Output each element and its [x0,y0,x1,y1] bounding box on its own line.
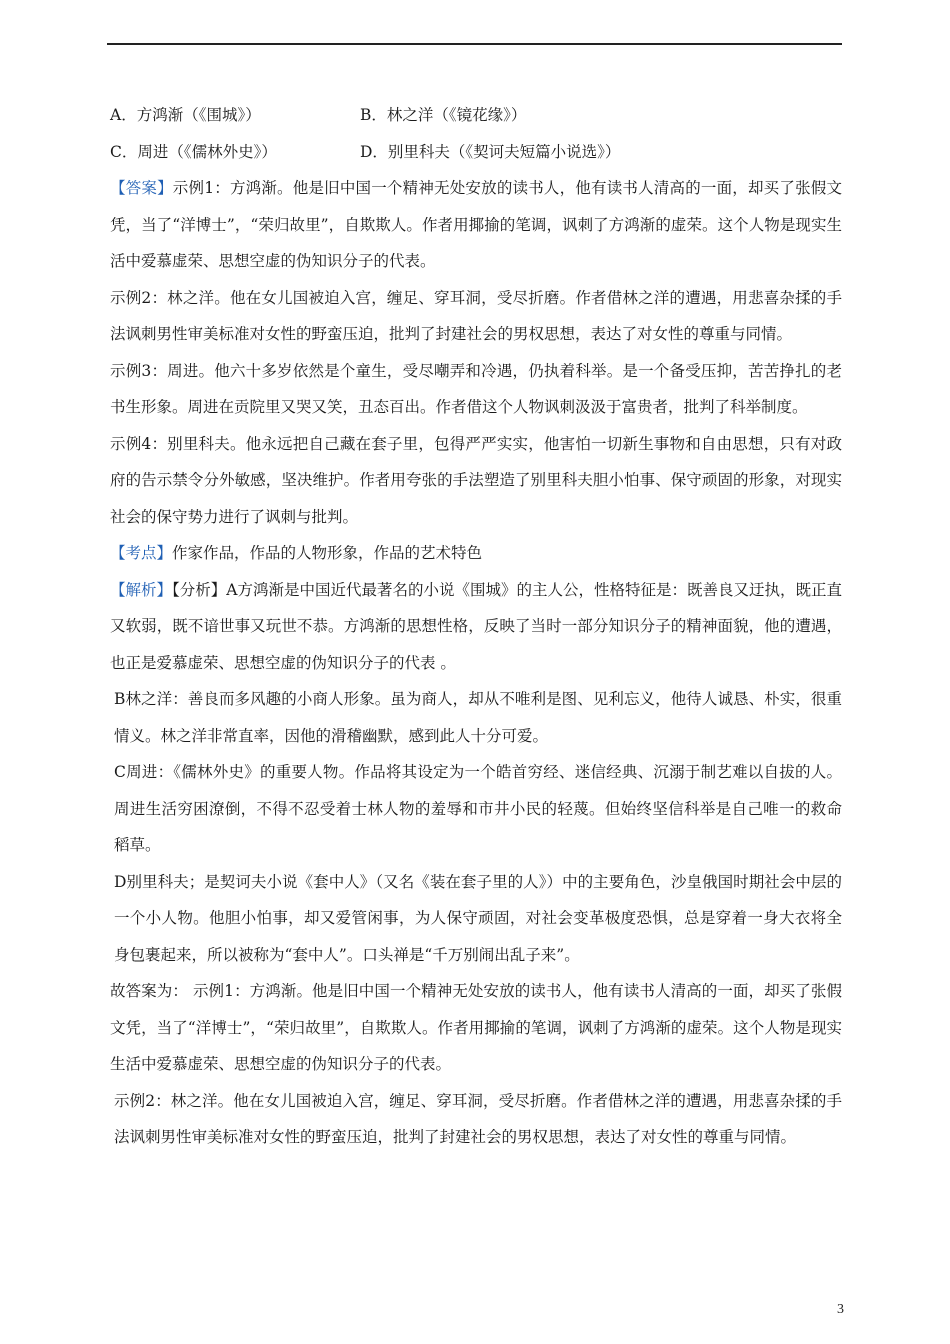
option-c: C．周进（《儒林外史》） [110,142,277,161]
kaodian-paragraph [110,535,842,572]
answer-example-1 [110,170,842,280]
jiexi-a-text: 【分析】A方鸿渐是中国近代最著名的小说《围城》的主人公，性格特征是：既善良又迂执，既正直又软弱，既不谙世事又玩世不恭。方鸿渐的思想性格，反映了当时一部分知识分子的精神面貌，他的遭遇，也正是爱慕虚荣、思想空虚的伪知识分子的代表 。 [110,580,842,672]
answer-label: 【答案】 [110,179,173,197]
answer-options [110,97,842,170]
final-answer-paragraph-1: 故答案为： 示例1：方鸿渐。他是旧中国一个精神无处安放的读书人，他有读书人清高的一面，却买了张假文凭，当了“洋博士”，“荣归故里”，自欺欺人。作者用揶揄的笔调，讽刺了方鸿渐的虚荣。这个人物是现实生活中爱慕虚荣、思想空虚的伪知识分子的代表。 [110,982,842,1073]
option-d: D．别里科夫（《契诃夫短篇小说选》） [360,142,621,161]
answer-example-3: 示例3：周进。他六十多岁依然是个童生，受尽嘲弄和冷遇，仍执着科举。是一个备受压抑，苦苦挣扎的老书生形象。周进在贡院里又哭又笑，丑态百出。作者借这个人物讽刺汲汲于富贵者，批判了科举制度。 [110,361,842,416]
answer-example-1-text: 示例1：方鸿渐。他是旧中国一个精神无处安放的读书人，他有读书人清高的一面，却买了张假文凭，当了“洋博士”，“荣归故里”，自欺欺人。作者用揶揄的笔调，讽刺了方鸿渐的虚荣。这个人物是现实生活中爱慕虚荣、思想空虚的伪知识分子的代表。 [110,179,842,270]
answer-example-2: 示例2：林之洋。他在女儿国被迫入宫，缠足、穿耳洞，受尽折磨。作者借林之洋的遭遇，用悲喜杂揉的手法讽刺男性审美标准对女性的野蛮压迫，批判了封建社会的男权思想，表达了对女性的尊重与同情。 [110,288,842,343]
jiexi-paragraph-c: C周进：《儒林外史》的重要人物。作品将其设定为一个皓首穷经、迷信经典、沉溺于制艺难以自拔的人。周进生活穷困潦倒，不得不忍受着士林人物的羞辱和市井小民的轻蔑。但始终坚信科举是自己唯一的救命稻草。 [114,763,842,854]
option-a: A．方鸿渐（《围城》） [110,106,261,124]
jiexi-paragraph-b: B林之洋：善良而多风趣的小商人形象。虽为商人，却从不唯利是图、见利忘义，他待人诚恳、朴实，很重情义。林之洋非常直率，因他的滑稽幽默，感到此人十分可爱。 [114,690,842,745]
jiexi-paragraph-a [110,572,842,682]
header-rule [107,43,842,45]
kaodian-label: 【考点】 [110,544,173,562]
kaodian-text: 作家作品，作品的人物形象，作品的艺术特色 [172,544,483,562]
page-number: 3 [837,1302,844,1317]
jiexi-label: 【解析】 [110,580,173,599]
final-answer-paragraph-2: 示例2：林之洋。他在女儿国被迫入宫，缠足、穿耳洞，受尽折磨。作者借林之洋的遭遇，用悲喜杂揉的手法讽刺男性审美标准对女性的野蛮压迫，批判了封建社会的男权思想，表达了对女性的尊重与同情。 [114,1091,842,1146]
jiexi-paragraph-d: D别里科夫；是契诃夫小说《套中人》（又名《装在套子里的人》）中的主要角色，沙皇俄国时期社会中层的一个小人物。他胆小怕事，却又爱管闲事，为人保守顽固，对社会变革极度恐惧，总是穿着一身大衣将全身包裹起来，所以被称为“套中人”。口头禅是“千万别闹出乱子来”。 [114,872,842,964]
answer-example-4: 示例4：别里科夫。他永远把自己藏在套子里，包得严严实实，他害怕一切新生事物和自由思想，只有对政府的告示禁令分外敏感，坚决维护。作者用夸张的手法塑造了别里科夫胆小怕事、保守顽固的形象，对现实社会的保守势力进行了讽刺与批判。 [110,434,842,526]
option-b: B．林之洋（《镜花缘》） [360,106,527,124]
document-body [110,97,842,1156]
